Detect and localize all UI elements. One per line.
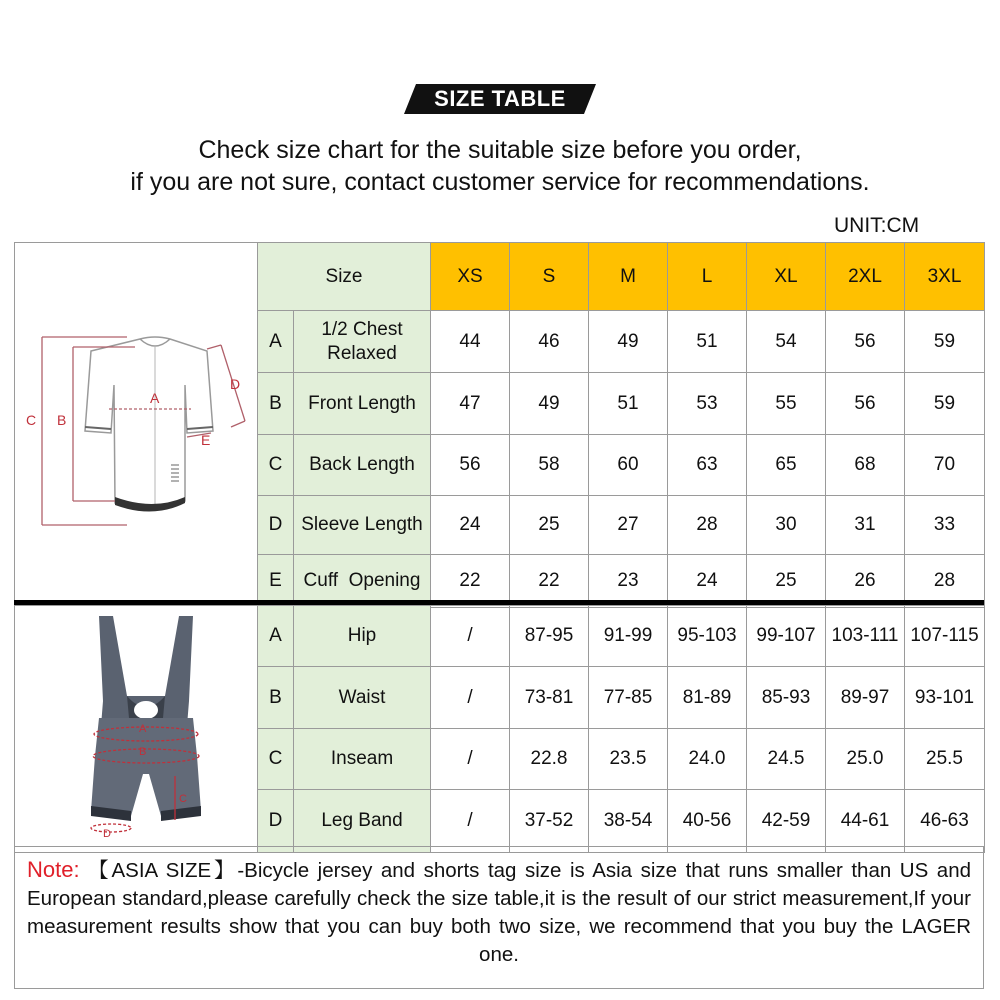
value-cell: 46 [510,311,589,373]
measurement-name: Back Length [294,434,431,495]
value-cell: 87-95 [510,606,589,667]
value-cell: 40-56 [668,790,747,853]
value-cell: 51 [589,373,668,434]
value-cell: 22 [431,554,510,607]
measurement-name: Waist [294,667,431,728]
row-letter: A [258,606,294,667]
value-cell: 38-54 [589,790,668,853]
value-cell: 24 [431,495,510,554]
shorts-label-c: C [179,793,187,805]
size-header-3xl: 3XL [905,243,985,311]
value-cell: 26 [826,554,905,607]
measurement-name: Hip [294,606,431,667]
value-cell: 51 [668,311,747,373]
value-cell: 25 [510,495,589,554]
value-cell: 28 [905,554,985,607]
value-cell: 107-115 [905,606,985,667]
size-header-s: S [510,243,589,311]
value-cell: 28 [668,495,747,554]
bib-shorts-icon [91,616,201,821]
value-cell: 31 [826,495,905,554]
value-cell: 89-97 [826,667,905,728]
value-cell: 24 [668,554,747,607]
value-cell: 54 [747,311,826,373]
value-cell: 44-61 [826,790,905,853]
value-cell: 55 [747,373,826,434]
value-cell: 25.0 [826,728,905,789]
value-cell: 95-103 [668,606,747,667]
value-cell: 46-63 [905,790,985,853]
row-letter: A [258,311,294,373]
value-cell: 33 [905,495,985,554]
size-header-xl: XL [747,243,826,311]
row-letter: C [258,728,294,789]
value-cell: 59 [905,373,985,434]
shorts-label-b: B [139,746,147,758]
value-cell: / [431,606,510,667]
size-header-xs: XS [431,243,510,311]
value-cell: 59 [905,311,985,373]
value-cell: 42-59 [747,790,826,853]
value-cell: 56 [826,373,905,434]
value-cell: 81-89 [668,667,747,728]
size-note [14,846,984,989]
measurement-name: Sleeve Length [294,495,431,554]
value-cell: 30 [747,495,826,554]
value-cell: 60 [589,434,668,495]
value-cell: 23 [589,554,668,607]
shorts-diagram-cell [15,606,258,853]
shorts-size-table [14,605,985,853]
intro-line-1: Check size chart for the suitable size before you order, [198,136,802,164]
jersey-size-table [14,242,985,608]
jersey-label-a: A [150,390,160,406]
size-header-label: Size [258,243,431,311]
value-cell: / [431,667,510,728]
value-cell: 85-93 [747,667,826,728]
value-cell: / [431,790,510,853]
jersey-icon [85,337,213,512]
value-cell: 49 [510,373,589,434]
row-letter: D [258,495,294,554]
value-cell: 25.5 [905,728,985,789]
row-letter: B [258,667,294,728]
value-cell: 22.8 [510,728,589,789]
value-cell: 49 [589,311,668,373]
row-letter: E [258,554,294,607]
size-header-l: L [668,243,747,311]
measurement-name: Front Length [294,373,431,434]
size-header-2xl: 2XL [826,243,905,311]
value-cell: / [431,728,510,789]
value-cell: 93-101 [905,667,985,728]
row-letter: D [258,790,294,853]
jersey-diagram [15,243,258,601]
value-cell: 47 [431,373,510,434]
value-cell: 65 [747,434,826,495]
shorts-label-a: A [139,723,147,735]
value-cell: 22 [510,554,589,607]
value-cell: 70 [905,434,985,495]
size-header-row [15,243,985,311]
value-cell: 91-99 [589,606,668,667]
size-header-m: M [589,243,668,311]
value-cell: 53 [668,373,747,434]
value-cell: 77-85 [589,667,668,728]
jersey-label-e: E [201,432,211,448]
measurement-name: Inseam [294,728,431,789]
value-cell: 56 [826,311,905,373]
jersey-label-d: D [230,376,241,392]
note-text: 【ASIA SIZE】-Bicycle jersey and shorts tag size is Asia size that runs smaller than US and European standard,please carefully check the size table,it is the result of our strict measurement,If your measurement results show that you can buy both two size, we recommend that you buy the LAGER one. [27,859,972,966]
value-cell: 24.5 [747,728,826,789]
value-cell: 68 [826,434,905,495]
jersey-label-c: C [26,412,37,428]
intro-line-2: if you are not sure, contact customer service for recommendations. [130,168,870,196]
note-label: Note: [27,857,80,882]
measurement-name: Cuff Opening [294,554,431,607]
value-cell: 23.5 [589,728,668,789]
unit-label: UNIT:CM [834,214,920,237]
value-cell: 99-107 [747,606,826,667]
banner-title: SIZE TABLE [434,86,566,111]
row-letter: C [258,434,294,495]
measurement-name: 1/2 Chest Relaxed [294,311,431,373]
value-cell: 63 [668,434,747,495]
value-cell: 73-81 [510,667,589,728]
shorts-label-d: D [103,828,111,840]
value-cell: 58 [510,434,589,495]
value-cell: 27 [589,495,668,554]
size-table-banner [404,84,596,114]
jersey-label-b: B [57,412,67,428]
value-cell: 56 [431,434,510,495]
measurement-name: Leg Band [294,790,431,853]
row-letter: B [258,373,294,434]
value-cell: 44 [431,311,510,373]
value-cell: 25 [747,554,826,607]
value-cell: 24.0 [668,728,747,789]
value-cell: 103-111 [826,606,905,667]
table-row [15,606,985,667]
jersey-diagram-cell [15,243,258,608]
value-cell: 37-52 [510,790,589,853]
bib-shorts-diagram [15,606,258,846]
